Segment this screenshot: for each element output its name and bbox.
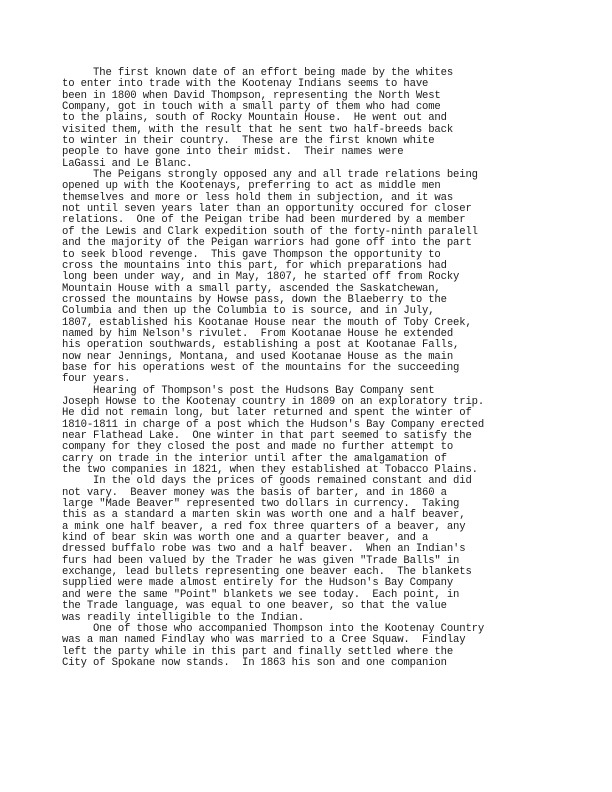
text-line: not until seven years later than an opportunity occured for closer: [62, 203, 472, 216]
text-line: named by him Nelson's rivulet. From Kootanae House he extended: [62, 327, 454, 340]
text-line: the two companies in 1821, when they established at Tobacco Plains.: [62, 464, 478, 477]
text-line: his operation southwards, establishing a post at Kootanae Falls,: [62, 339, 460, 352]
text-line: City of Spokane now stands. In 1863 his son and one companion: [62, 656, 447, 669]
text-line: this as a standard a marten skin was worth one and a half beaver,: [62, 509, 466, 522]
text-line: to the plains, south of Rocky Mountain House. He went out and: [62, 112, 447, 125]
text-line: to seek blood revenge. This gave Thompson the opportunity to: [62, 248, 441, 261]
text-line: The Peigans strongly opposed any and all trade relations being: [62, 169, 478, 182]
text-line: LaGassi and Le Blanc.: [62, 157, 193, 170]
text-line: Company, got in touch with a small party of them who had come: [62, 101, 441, 114]
text-line: four years.: [62, 373, 131, 386]
text-line: kind of bear skin was worth one and a quarter beaver, and a: [62, 532, 429, 545]
text-line: was readily intelligible to the Indian.: [62, 611, 305, 624]
text-line: visited them, with the result that he sent two half-breeds back: [62, 123, 454, 136]
text-line: Joseph Howse to the Kootenay country in 1809 on an exploratory trip.: [62, 395, 485, 408]
text-line: and the majority of the Peigan warriors had gone off into the part: [62, 237, 472, 250]
text-line: In the old days the prices of goods remained constant and did: [62, 475, 472, 488]
text-line: to winter in their country. These are the first known white: [62, 135, 435, 148]
text-line: He did not remain long, but later returned and spent the winter of: [62, 407, 472, 420]
text-line: Hearing of Thompson's post the Hudsons Bay Company sent: [62, 384, 435, 397]
text-line: cross the mountains into this part, for which preparations had: [62, 259, 447, 272]
text-line: opened up with the Kootenays, preferring to act as middle men: [62, 180, 441, 193]
text-line: a mink one half beaver, a red fox three quarters of a beaver, any: [62, 520, 466, 533]
text-line: supplied were made almost entirely for the Hudson's Bay Company: [62, 577, 454, 590]
text-line: now near Jennings, Montana, and used Kootanae House as the main: [62, 350, 454, 363]
text-line: people to have gone into their midst. Their names were: [62, 146, 404, 159]
text-line: been in 1800 when David Thompson, representing the North West: [62, 89, 441, 102]
text-line: carry on trade in the interior until after the amalgamation of: [62, 452, 447, 465]
text-line: 1810-1811 in charge of a post which the Hudson's Bay Company erected: [62, 418, 485, 431]
text-line: One of those who accompanied Thompson into the Kootenay Country: [62, 622, 485, 635]
text-line: was a man named Findlay who was married to a Cree Squaw. Findlay: [62, 634, 466, 647]
text-line: base for his operations west of the mountains for the succeeding: [62, 361, 460, 374]
text-line: The first known date of an effort being made by the whites: [62, 67, 454, 79]
text-line: relations. One of the Peigan tribe had been murdered by a member: [62, 214, 466, 227]
text-line: large "Made Beaver" represented two dollars in currency. Taking: [62, 498, 460, 511]
text-line: not vary. Beaver money was the basis of barter, and in 1860 a: [62, 486, 447, 499]
text-line: near Flathead Lake. One winter in that part seemed to satisfy the: [62, 430, 472, 442]
text-line: Mountain House with a small party, ascended the Saskatchewan,: [62, 282, 441, 295]
document-body-text: [62, 68, 592, 669]
text-line: of the Lewis and Clark expedition south of the forty-ninth paralell: [62, 225, 478, 238]
text-line: Columbia and then up the Columbia to is source, and in July,: [62, 305, 435, 318]
text-line: the Trade language, was equal to one beaver, so that the value: [62, 600, 447, 613]
text-line: crossed the mountains by Howse pass, down the Blaeberry to the: [62, 293, 447, 306]
text-line: dressed buffalo robe was two and a half beaver. When an Indian's: [62, 543, 466, 556]
text-line: furs had been valued by the Trader he was given "Trade Balls" in: [62, 554, 460, 567]
text-line: long been under way, and in May, 1807, he started off from Rocky: [62, 271, 460, 284]
text-line: company for they closed the post and made no further attempt to: [62, 441, 454, 454]
text-line: and were the same "Point" blankets we see today. Each point, in: [62, 588, 460, 601]
text-line: themselves and more or less hold them in subjection, and it was: [62, 191, 454, 204]
text-line: 1807, established his Kootanae House near the mouth of Toby Creek,: [62, 316, 472, 329]
text-line: left the party while in this part and finally settled where the: [62, 645, 454, 658]
text-line: to enter into trade with the Kootenay Indians seems to have: [62, 78, 429, 91]
text-line: exchange, lead bullets representing one beaver each. The blankets: [62, 566, 472, 579]
